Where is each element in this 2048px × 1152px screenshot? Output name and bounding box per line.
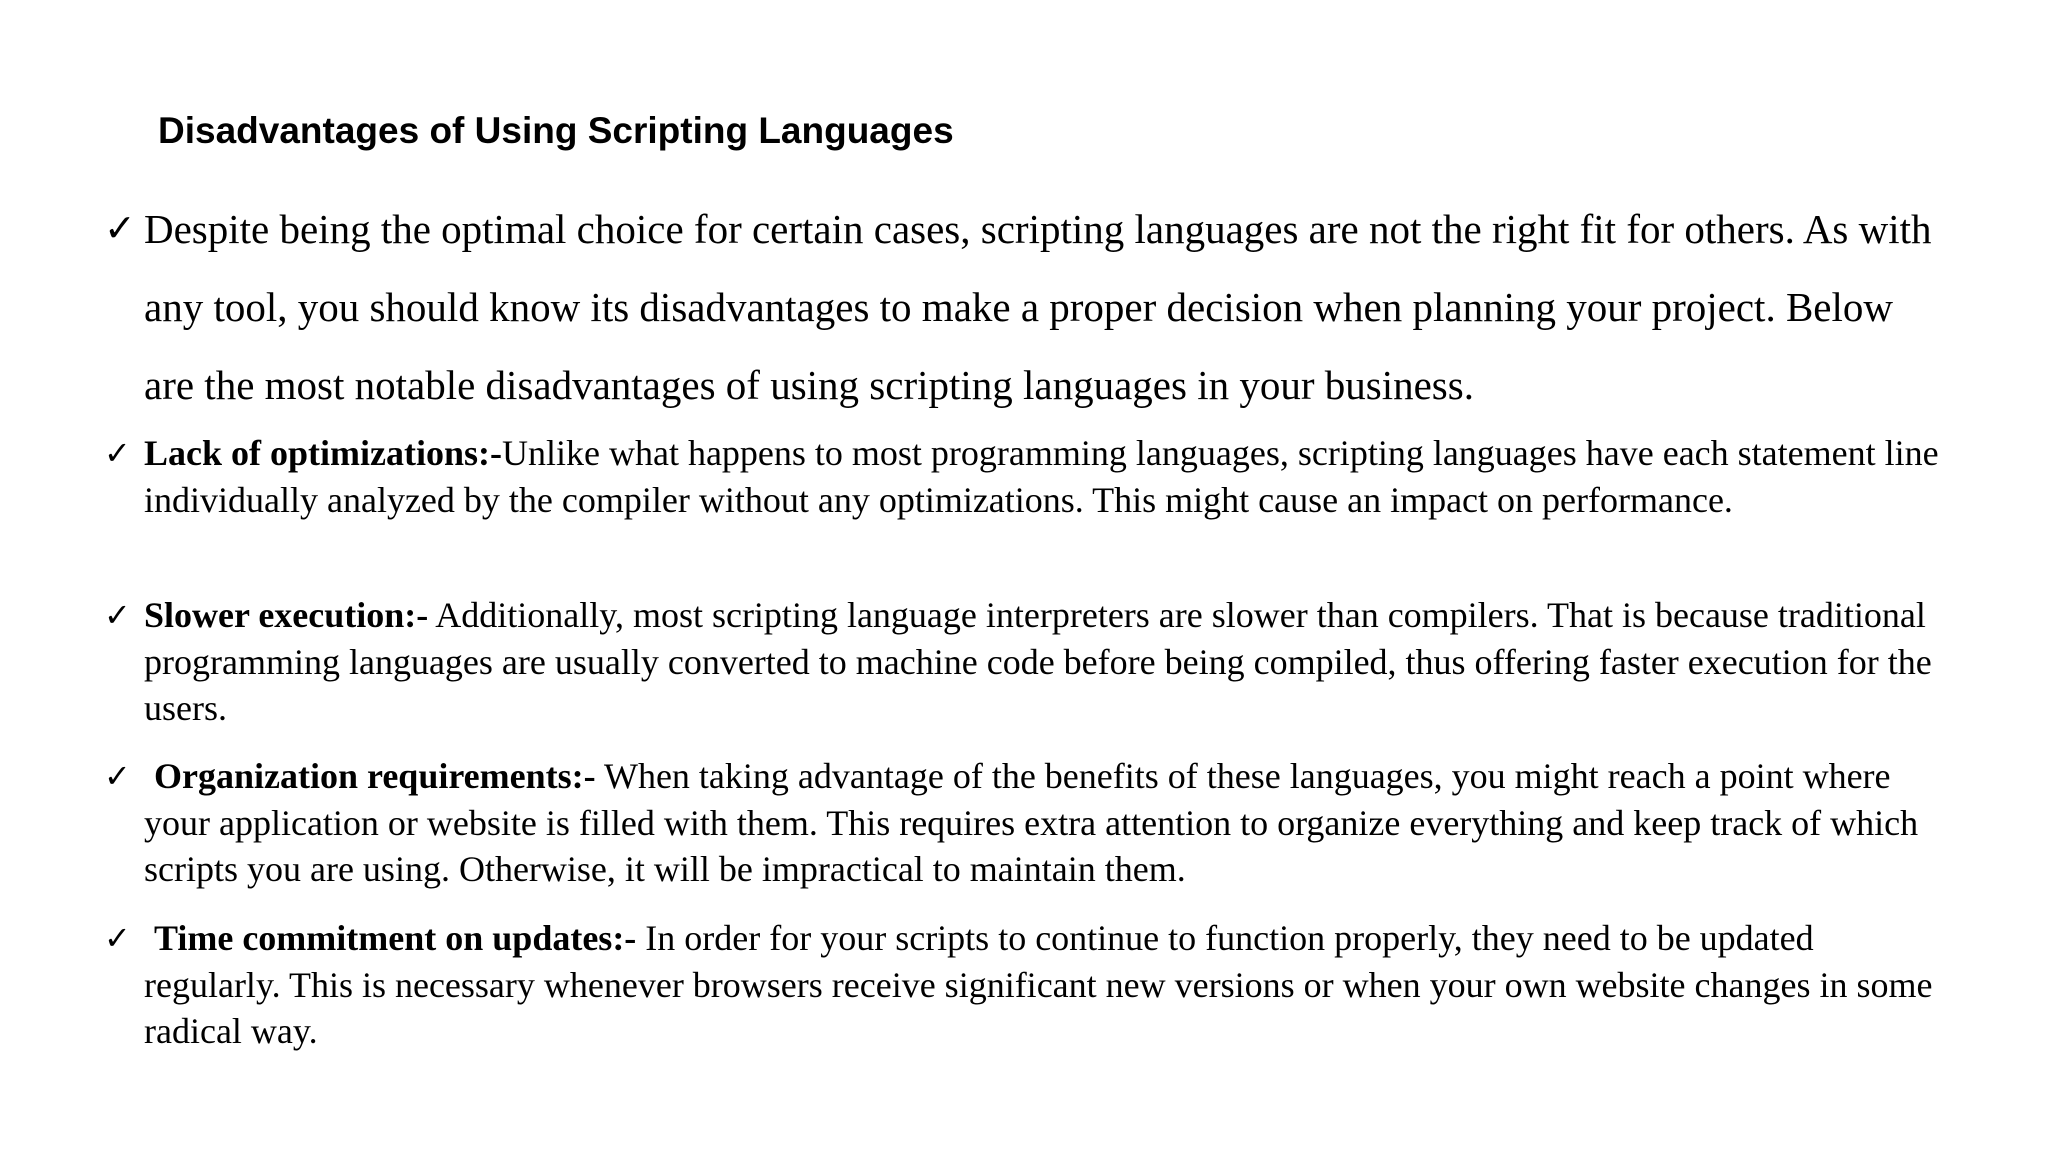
bullet-text <box>144 753 1944 893</box>
bullet-lack-of-optimizations <box>104 430 1944 523</box>
check-icon: ✓ <box>104 597 131 633</box>
check-icon: ✓ <box>104 758 131 794</box>
bullet-lead: Lack of optimizations:- <box>144 433 502 473</box>
bullet-lead: Organization requirements:- <box>154 756 596 796</box>
intro-bullet <box>104 190 1944 424</box>
bullet-lead: Slower execution:- <box>144 595 429 635</box>
bullet-time-commitment-on-updates <box>104 915 1944 1055</box>
bullet-text <box>144 915 1944 1055</box>
check-icon: ✓ <box>104 435 131 471</box>
slide-title: Disadvantages of Using Scripting Languages <box>158 110 954 151</box>
bullet-body: Additionally, most scripting language interpreters are slower than compilers. That is because traditional programming languages are usually converted to machine code before being compiled, thus offering faster execution for the users. <box>144 595 1932 728</box>
bullet-organization-requirements <box>104 753 1944 893</box>
check-icon: ✓ <box>104 208 136 250</box>
intro-text: Despite being the optimal choice for certain cases, scripting languages are not the right fit for others. As with any tool, you should know its disadvantages to make a proper decision when planning your project. Below are the most notable disadvantages of using scripting languages in your business. <box>144 206 1932 408</box>
bullet-body: In order for your scripts to continue to function properly, they need to be updated regularly. This is necessary whenever browsers receive significant new versions or when your own website changes in some radical way. <box>144 918 1933 1051</box>
check-icon: ✓ <box>104 920 131 956</box>
bullet-text <box>144 592 1944 732</box>
bullet-lead: Time commitment on updates:- <box>154 918 637 958</box>
bullet-text <box>144 430 1944 523</box>
bullet-body: When taking advantage of the benefits of these languages, you might reach a point where your application or website is filled with them. This requires extra attention to organize everything and keep track of which scripts you are using. Otherwise, it will be impractical to maintain them. <box>144 756 1919 889</box>
bullet-body: Unlike what happens to most programming languages, scripting languages have each statement line individually analyzed by the compiler without any optimizations. This might cause an impact on performance. <box>144 433 1939 520</box>
bullet-slower-execution <box>104 592 1944 732</box>
